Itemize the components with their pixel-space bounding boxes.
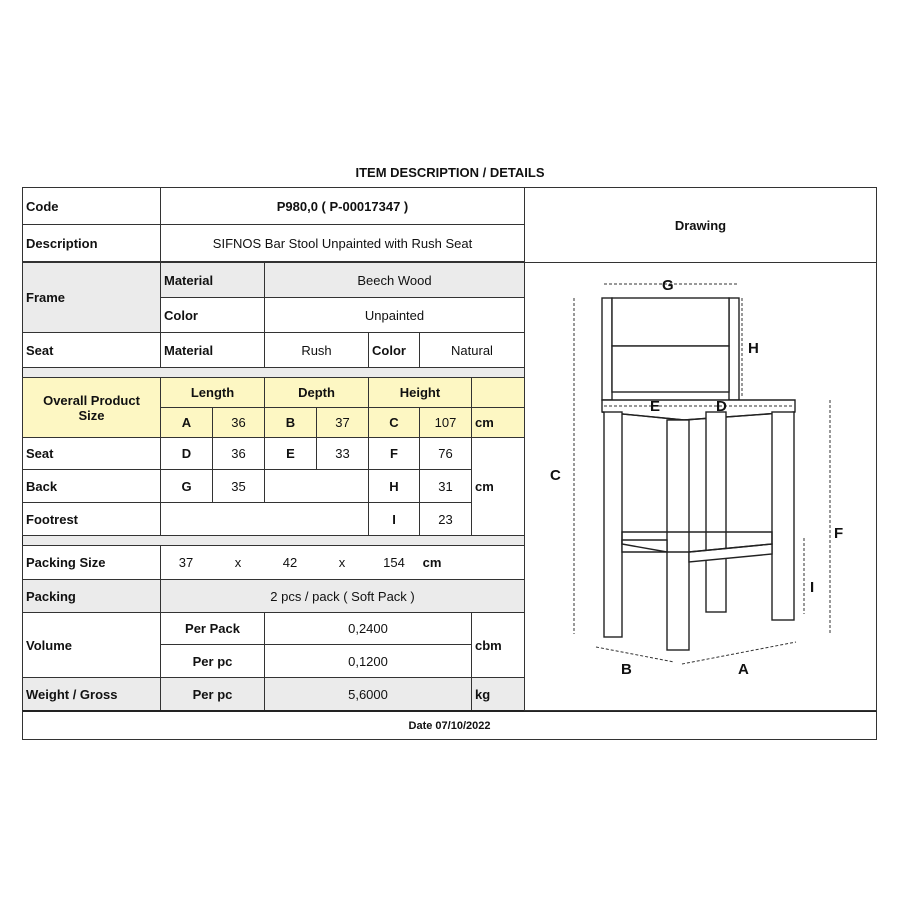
dim-key-f: F [368,437,420,470]
dim-key-d: D [160,437,213,470]
weight-per-pc-label: Per pc [160,677,265,711]
dim-key-b: B [264,407,317,438]
seat-material-label: Material [160,332,265,368]
code-value: P980,0 ( P-00017347 ) [160,187,525,225]
dim-value-h: 31 [419,469,472,503]
drawing-letter-b: B [621,661,632,678]
volume-per-pc-label: Per pc [160,644,265,678]
frame-label: Frame [22,262,161,333]
packing-size-label: Packing Size [22,545,161,580]
dim-key-h: H [368,469,420,503]
seat-dims-label: Seat [22,437,161,470]
seat-material-value: Rush [264,332,369,368]
length-header: Length [160,377,265,408]
dim-value-f: 76 [419,437,472,470]
packing-unit: cm [422,555,442,570]
back-rail-lower [612,346,729,392]
frame-color-label: Color [160,297,265,333]
packing-length: 37 [178,555,194,570]
frame-material-label: Material [160,262,265,298]
footrest-front [689,544,772,562]
seat-top [602,400,795,420]
seat-label: Seat [22,332,161,368]
frame-color-value: Unpainted [264,297,525,333]
stool-drawing-svg [524,262,877,710]
seat-color-value: Natural [419,332,525,368]
leg-back-right [772,412,794,620]
stool-drawing [524,262,877,710]
drawing-label: Drawing [524,187,877,263]
drawing-letter-i: I [810,579,815,596]
dim-key-i: I [368,502,420,536]
packing-x2: x [338,555,346,570]
back-dims-label: Back [22,469,161,503]
volume-per-pack-label: Per Pack [160,612,265,645]
leg-front-left [604,412,622,637]
overall-unit: cm [471,407,525,438]
weight-unit: kg [471,677,525,711]
leg-back-mid [706,412,726,612]
dim-value-b: 37 [316,407,369,438]
volume-per-pack-value: 0,2400 [264,612,472,645]
code-label: Code [22,187,161,225]
description-value: SIFNOS Bar Stool Unpainted with Rush Seat [160,224,525,262]
drawing-letter-f: F [834,525,844,542]
dim-key-a: A [160,407,213,438]
dim-key-g: G [160,469,213,503]
weight-label: Weight / Gross [22,677,161,711]
back-empty [264,469,369,503]
dim-value-a: 36 [212,407,265,438]
dims-unit: cm [471,437,525,536]
packing-width: 42 [282,555,298,570]
seat-color-label: Color [368,332,420,368]
dim-value-e: 33 [316,437,369,470]
dim-key-e: E [264,437,317,470]
dim-key-c: C [368,407,420,438]
drawing-letter-e: E [650,398,661,415]
volume-label: Volume [22,612,161,678]
dim-value-i: 23 [419,502,472,536]
packing-x1: x [234,555,242,570]
height-header: Height [368,377,472,408]
footer-date: Date 07/10/2022 [22,710,877,740]
footrest-empty [160,502,369,536]
volume-per-pc-value: 0,1200 [264,644,472,678]
back-post-right [729,298,739,400]
drawing-letter-g: G [662,277,674,294]
drawing-letter-h: H [748,340,759,357]
dim-value-g: 35 [212,469,265,503]
unit-header-blank [471,377,525,408]
back-rail-upper [612,298,729,346]
drawing-letter-a: A [738,661,749,678]
frame-material-value: Beech Wood [264,262,525,298]
drawing-letter-c: C [550,467,561,484]
back-post-left [602,298,612,400]
dim-value-c: 107 [419,407,472,438]
volume-unit: cbm [471,612,525,678]
description-label: Description [22,224,161,262]
drawing-letter-d: D [716,398,727,415]
packing-value: 2 pcs / pack ( Soft Pack ) [160,579,525,613]
footrest-label: Footrest [22,502,161,536]
packing-label: Packing [22,579,161,613]
dim-value-d: 36 [212,437,265,470]
packing-height: 154 [383,555,405,570]
depth-header: Depth [264,377,369,408]
document-title: ITEM DESCRIPTION / DETAILS [355,165,545,180]
weight-value: 5,6000 [264,677,472,711]
overall-size-label: Overall Product Size [22,377,161,438]
leg-front-right [667,420,689,650]
